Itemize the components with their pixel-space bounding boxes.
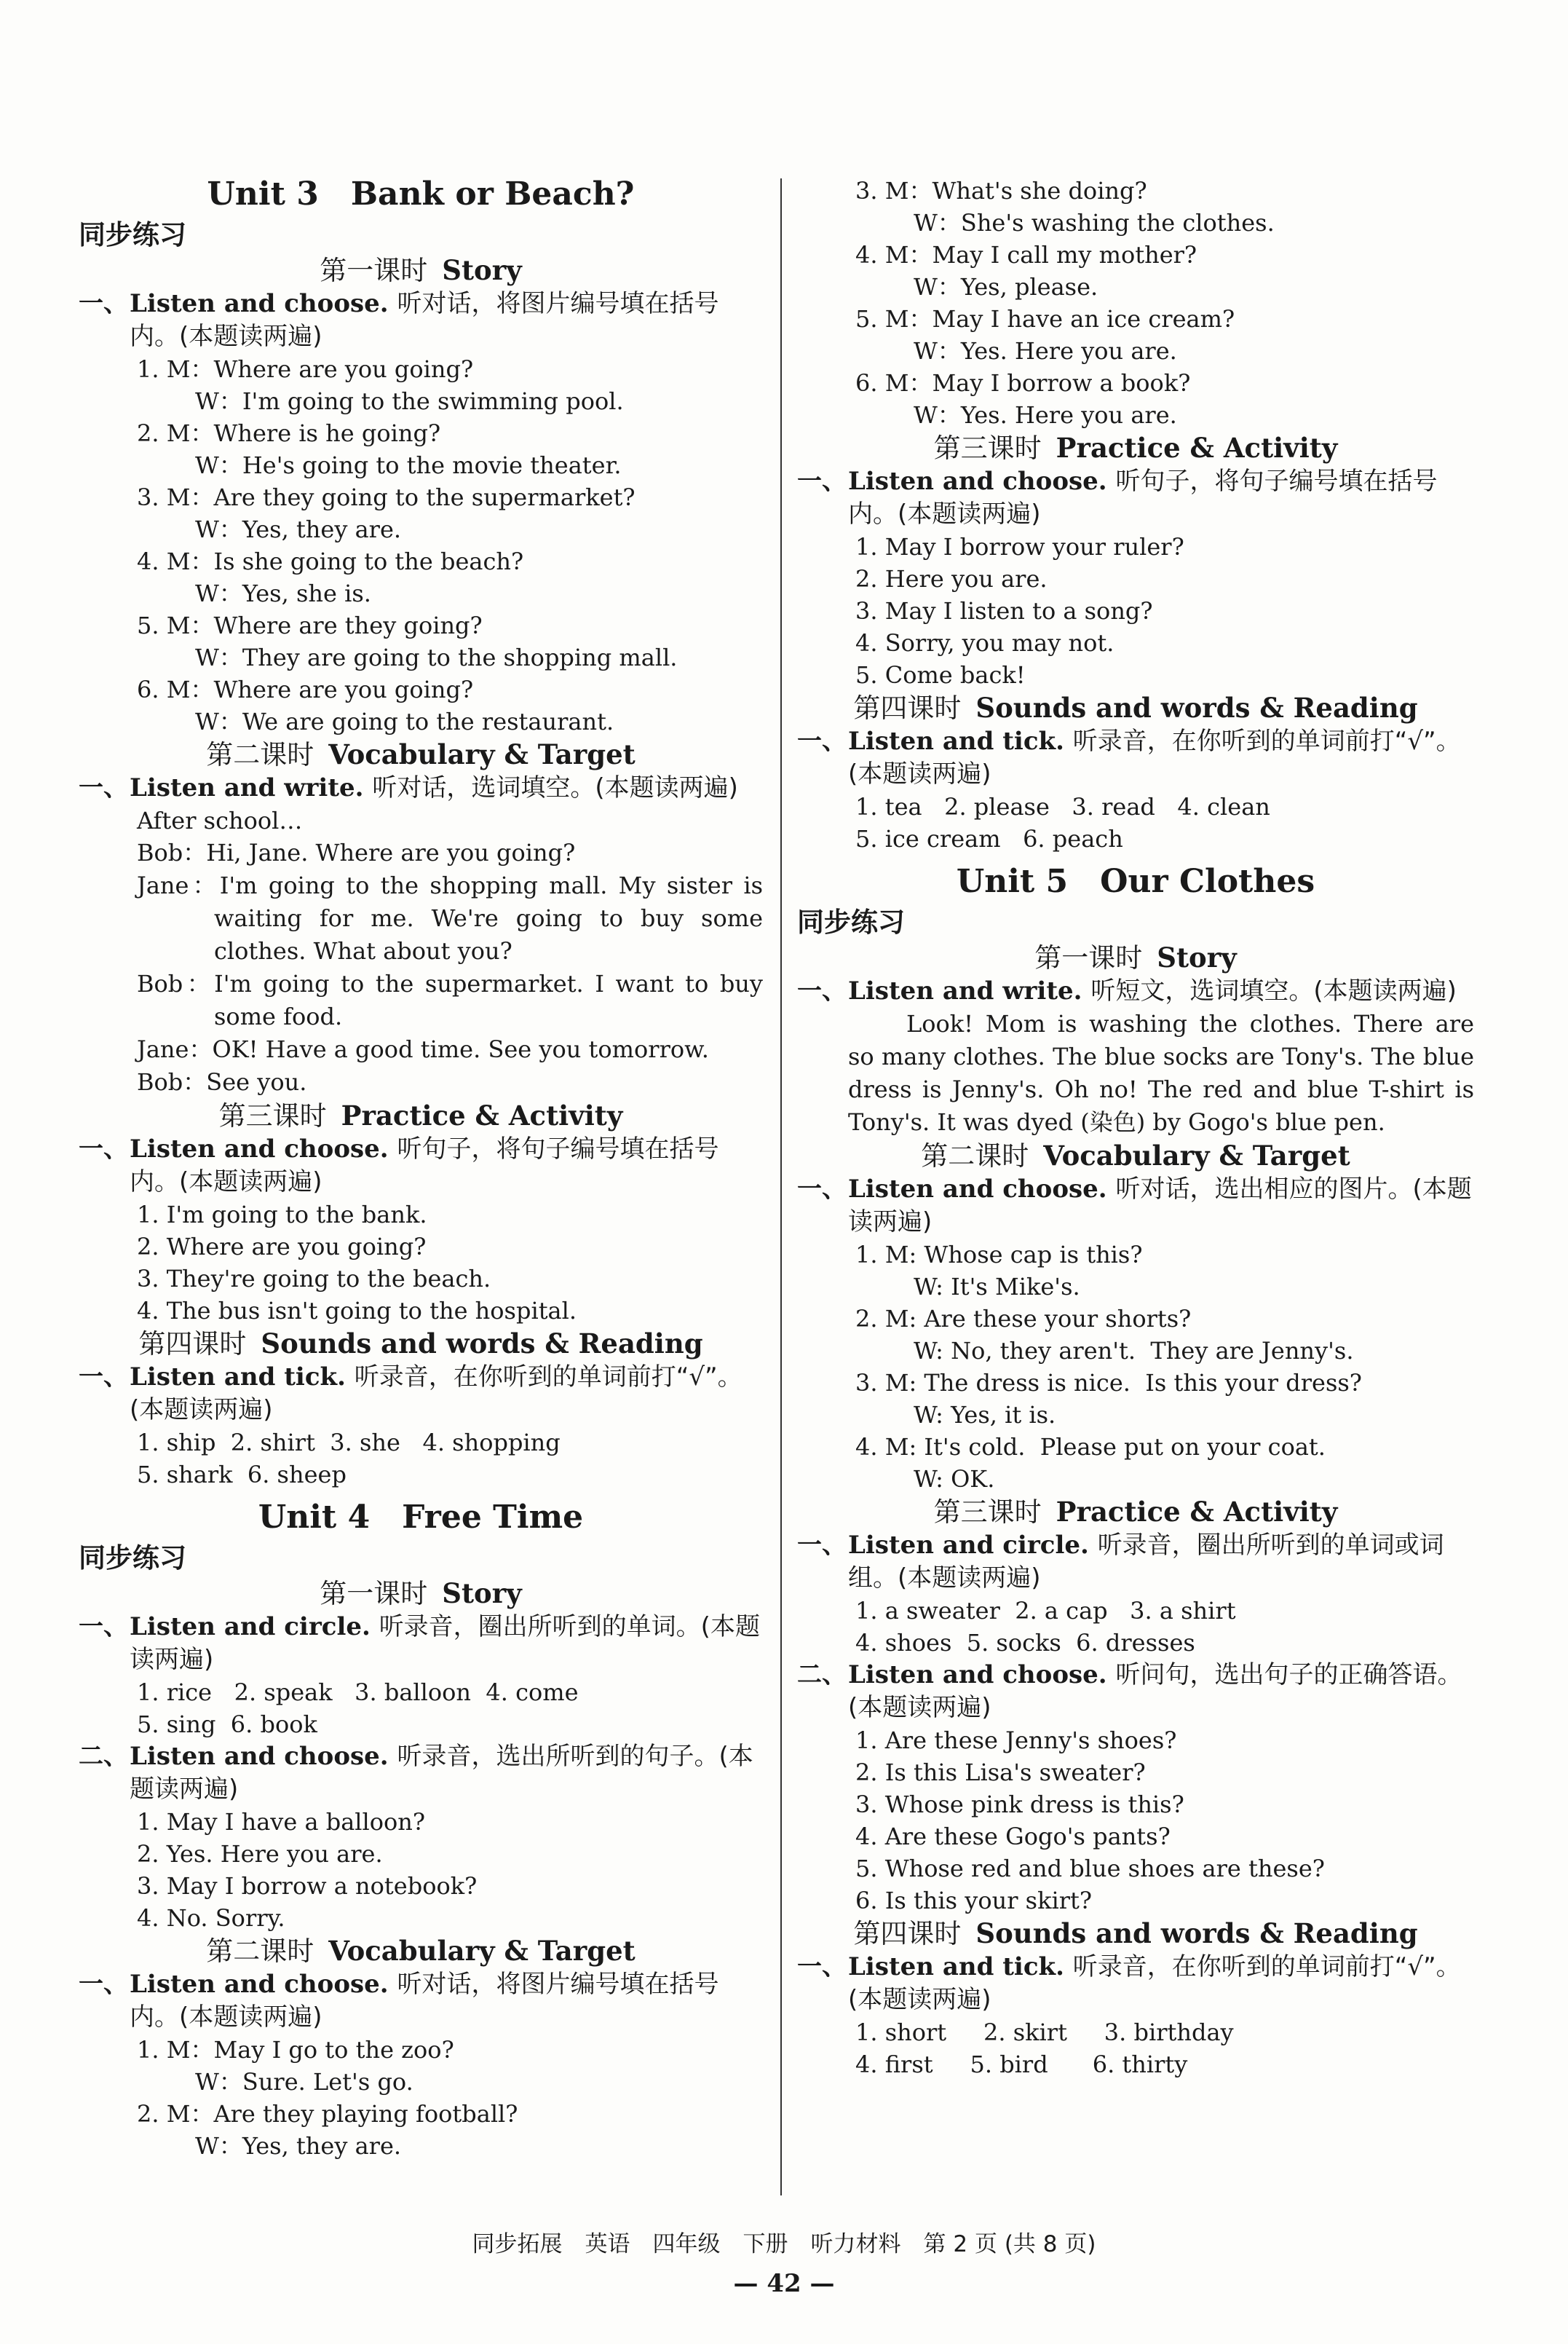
sentence-line: 6. Is this your skirt? — [855, 1887, 1093, 1914]
dialogue-line: W: OK. — [914, 1465, 995, 1493]
page-number: — 42 — — [733, 2269, 835, 2298]
sentence-line: 4. Are these Gogo's pants? — [855, 1823, 1171, 1850]
lesson-heading: 第三课时 Practice & Activity — [933, 1496, 1338, 1528]
dialogue-line: 1. M: Whose cap is this? — [855, 1241, 1143, 1268]
practice-heading: 同步练习 — [797, 907, 905, 938]
dialogue-line: W: It's Mike's. — [914, 1273, 1080, 1301]
left-column — [79, 167, 763, 2162]
dialogue-line: 4. M：May I call my mother? — [855, 241, 1197, 269]
right-column — [797, 175, 1474, 2080]
dialogue-line: 3. M: The dress is nice. Is this your dress? — [855, 1369, 1362, 1397]
task-instruction: 一、Listen and tick. 听录音，在你听到的单词前打“√”。(本题读两遍) — [79, 1362, 743, 1424]
task-instruction: 二、Listen and choose. 听录音，选出所听到的句子。(本题读两遍) — [79, 1742, 753, 1804]
dialogue-line: 6. M：May I borrow a book? — [855, 369, 1191, 397]
sentence-line: 2. Is this Lisa's sweater? — [855, 1759, 1146, 1786]
lesson-heading: 第三课时 Practice & Activity — [218, 1100, 623, 1132]
dialogue-line: W：Yes, she is. — [195, 580, 371, 607]
dialogue-line: W：She's washing the clothes. — [914, 209, 1275, 237]
dialogue-line: 1. M：Where are you going? — [137, 355, 474, 383]
word-list-line: 1. a sweater 2. a cap 3. a shirt — [855, 1597, 1236, 1625]
dialogue-line: 5. M：Where are they going? — [137, 612, 483, 639]
lesson-heading: 第三课时 Practice & Activity — [933, 432, 1338, 464]
column-divider — [780, 178, 782, 2195]
word-list-line: 1. short 2. skirt 3. birthday — [855, 2019, 1234, 2046]
sentence-line: 1. I'm going to the bank. — [137, 1201, 427, 1228]
word-list-line: 5. ice cream 6. peach — [855, 825, 1123, 853]
unit-3-title: Unit 3 Bank or Beach? — [207, 175, 635, 213]
task-instruction: 一、Listen and choose. 听句子，将句子编号填在括号内。(本题读两遍) — [79, 1134, 719, 1196]
task-instruction: 一、Listen and tick. 听录音，在你听到的单词前打“√”。(本题读两遍) — [797, 727, 1461, 789]
dialogue-line: 1. M：May I go to the zoo? — [137, 2036, 454, 2064]
lesson-heading: 第二课时 Vocabulary & Target — [206, 738, 635, 770]
lesson-heading: 第二课时 Vocabulary & Target — [921, 1140, 1350, 1172]
sentence-line: 4. The bus isn't going to the hospital. — [137, 1297, 577, 1325]
dialogue-line: Bob：I'm going to the supermarket. I want to buy some food. — [137, 970, 763, 1030]
dialogue-line: Jane：I'm going to the shopping mall. My sister is waiting for me. We're going to buy some clothes. What about you? — [137, 872, 763, 965]
word-list-line: 5. sing 6. book — [137, 1710, 317, 1738]
practice-heading: 同步练习 — [79, 1542, 186, 1574]
dialogue-line: W: Yes, it is. — [914, 1401, 1056, 1429]
sentence-line: 1. May I have a balloon? — [137, 1808, 426, 1836]
dialogue-line: Jane：OK! Have a good time. See you tomorrow. — [137, 1035, 709, 1063]
task-instruction: 一、Listen and choose. 听对话，选出相应的图片。(本题读两遍) — [797, 1175, 1472, 1236]
sentence-line: 4. Sorry, you may not. — [855, 629, 1114, 657]
dialogue-line: W：Yes, please. — [914, 273, 1098, 301]
sentence-line: 3. They're going to the beach. — [137, 1265, 491, 1293]
lesson-heading: 第二课时 Vocabulary & Target — [206, 1935, 635, 1967]
passage: Look! Mom is washing the clothes. There are so many clothes. The blue socks are Tony's. The blue dress is Jenny's. Oh no! The red and blue T-shirt is Tony's. It was dyed (染色) by Gogo's blue pen. — [848, 1010, 1474, 1136]
task-instruction: 二、Listen and choose. 听问句，选出句子的正确答语。(本题读两遍) — [797, 1660, 1462, 1722]
dialogue-line: W：Yes. Here you are. — [914, 401, 1177, 429]
dialogue-line: W：Yes. Here you are. — [914, 337, 1177, 365]
sentence-line: 5. Whose red and blue shoes are these? — [855, 1855, 1325, 1882]
task-instruction: 一、Listen and circle. 听录音，圈出所听到的单词。(本题读两遍) — [79, 1612, 760, 1674]
dialogue-line: W: No, they aren't. They are Jenny's. — [914, 1337, 1354, 1365]
sentence-line: 1. Are these Jenny's shoes? — [855, 1727, 1177, 1754]
dialogue-line: W：Yes, they are. — [195, 516, 402, 543]
dialogue-line: W：We are going to the restaurant. — [195, 708, 614, 735]
lesson-heading: 第一课时 Story — [1034, 942, 1237, 974]
word-list-line: 5. shark 6. sheep — [137, 1461, 347, 1488]
word-list-line: 4. shoes 5. socks 6. dresses — [855, 1629, 1195, 1657]
dialogue-line: 6. M：Where are you going? — [137, 676, 474, 703]
sentence-line: 2. Yes. Here you are. — [137, 1840, 383, 1868]
dialogue-line: 4. M: It's cold. Please put on your coat. — [855, 1433, 1326, 1461]
task-instruction: 一、Listen and write. 听短文，选词填空。(本题读两遍) — [797, 976, 1457, 1006]
dialogue-line: 3. M：Are they going to the supermarket? — [137, 484, 635, 511]
sentence-line: 3. May I borrow a notebook? — [137, 1872, 478, 1900]
task-instruction: 一、Listen and choose. 听对话，将图片编号填在括号内。(本题读两遍) — [79, 289, 719, 351]
lesson-heading: 第一课时 Story — [320, 254, 522, 286]
word-list-line: 1. tea 2. please 3. read 4. clean — [855, 793, 1270, 821]
task-instruction: 一、Listen and tick. 听录音，在你听到的单词前打“√”。(本题读两遍) — [797, 1952, 1461, 2014]
sentence-line: 4. No. Sorry. — [137, 1904, 285, 1932]
task-instruction: 一、Listen and choose. 听对话，将图片编号填在括号内。(本题读两遍) — [79, 1970, 719, 2032]
dialogue-line: 4. M：Is she going to the beach? — [137, 548, 524, 575]
unit-4-title: Unit 4 Free Time — [258, 1499, 584, 1536]
task-instruction: 一、Listen and write. 听对话，选词填空。(本题读两遍) — [79, 773, 738, 802]
sentence-line: 1. May I borrow your ruler? — [855, 533, 1184, 561]
sentence-line: 3. May I listen to a song? — [855, 597, 1153, 625]
lesson-heading: 第一课时 Story — [320, 1577, 522, 1609]
lesson-heading: 第四课时 Sounds and words & Reading — [853, 1917, 1418, 1949]
dialogue-line: W：He's going to the movie theater. — [195, 451, 622, 479]
practice-heading: 同步练习 — [79, 219, 186, 250]
page-footer: 同步拓展 英语 四年级 下册 听力材料 第 2 页 (共 8 页) — [472, 2231, 1096, 2257]
unit-5-title: Unit 5 Our Clothes — [956, 863, 1315, 900]
dialogue-line: 2. M：Are they playing football? — [137, 2100, 518, 2128]
sentence-line: 2. Where are you going? — [137, 1233, 427, 1260]
word-list-line: 1. ship 2. shirt 3. she 4. shopping — [137, 1429, 561, 1456]
dialogue-line: After school… — [137, 807, 303, 834]
task-instruction: 一、Listen and choose. 听句子，将句子编号填在括号内。(本题读两遍) — [797, 467, 1438, 529]
dialogue-line: Bob：Hi, Jane. Where are you going? — [137, 839, 576, 867]
dialogue-line: W：They are going to the shopping mall. — [195, 644, 678, 671]
sentence-line: 5. Come back! — [855, 661, 1026, 689]
dialogue-line: 3. M：What's she doing? — [855, 177, 1147, 205]
sentence-line: 3. Whose pink dress is this? — [855, 1791, 1184, 1818]
word-list-line: 1. rice 2. speak 3. balloon 4. come — [137, 1678, 579, 1706]
dialogue-line: Bob：See you. — [137, 1068, 307, 1096]
dialogue-line: 2. M: Are these your shorts? — [855, 1305, 1192, 1333]
lesson-heading: 第四课时 Sounds and words & Reading — [138, 1327, 703, 1360]
dialogue-line: W：I'm going to the swimming pool. — [195, 387, 624, 415]
lesson-heading: 第四课时 Sounds and words & Reading — [853, 692, 1418, 724]
dialogue-line: 2. M：Where is he going? — [137, 419, 441, 447]
dialogue-line: W：Sure. Let's go. — [195, 2068, 413, 2096]
sentence-line: 2. Here you are. — [855, 565, 1048, 593]
dialogue-line: W：Yes, they are. — [195, 2132, 402, 2160]
dialogue-line: 5. M：May I have an ice cream? — [855, 305, 1235, 333]
task-instruction: 一、Listen and circle. 听录音，圈出所听到的单词或词组。(本题读两遍) — [797, 1531, 1444, 1593]
word-list-line: 4. first 5. bird 6. thirty — [855, 2051, 1188, 2078]
